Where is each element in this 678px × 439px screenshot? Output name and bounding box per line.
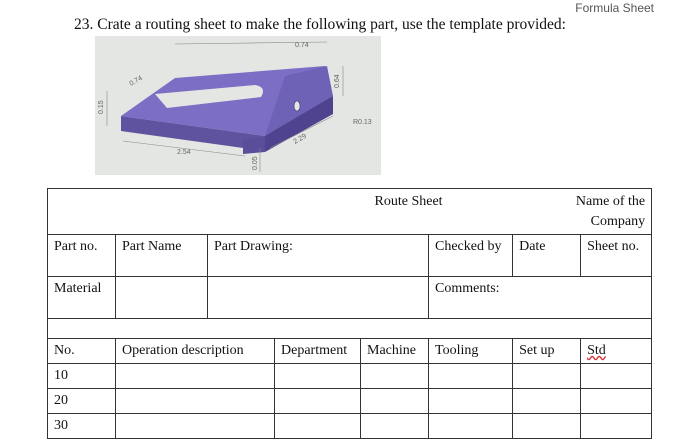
route-sheet-title: Route Sheet — [48, 189, 513, 235]
comments-label: Comments: — [429, 277, 652, 319]
col-std-header — [581, 339, 652, 364]
material-row — [48, 277, 652, 319]
question-text: 23. Crate a routing sheet to make the following part, use the template provided: — [74, 16, 566, 33]
row-no: 10 — [48, 364, 116, 389]
tooling-cell[interactable] — [429, 414, 513, 439]
part-no-label: Part no. — [48, 235, 116, 277]
col-no-header: No. — [48, 339, 116, 364]
dim-label-length: 2.54 — [177, 149, 191, 156]
setup-cell[interactable] — [513, 364, 581, 389]
operation-cell[interactable] — [116, 364, 275, 389]
dim-label-top: 0.74 — [295, 42, 309, 49]
col-department-header: Department — [275, 339, 361, 364]
operation-cell[interactable] — [116, 414, 275, 439]
spacer-row — [48, 319, 652, 339]
formula-sheet-link[interactable]: Formula Sheet — [575, 1, 654, 15]
spacer-cell — [48, 319, 652, 339]
dim-label-width: 2.29 — [292, 132, 308, 146]
col-setup-header: Set up — [513, 339, 581, 364]
setup-cell[interactable] — [513, 414, 581, 439]
operations-header-row — [48, 339, 652, 364]
material-value[interactable] — [116, 277, 208, 319]
department-cell[interactable] — [275, 389, 361, 414]
dim-label-angled: 0.74 — [128, 74, 144, 88]
part-info-row — [48, 235, 652, 277]
std-text: Std — [587, 343, 606, 358]
part-drawing-label: Part Drawing: — [208, 235, 429, 277]
sheet-no-label: Sheet no. — [581, 235, 652, 277]
std-cell[interactable] — [581, 414, 652, 439]
part-drawing-area[interactable] — [208, 277, 429, 319]
date-label: Date — [513, 235, 581, 277]
dim-label-left-height: 0.15 — [98, 100, 105, 114]
company-name-label: Name of the Company — [513, 189, 652, 235]
part-hole — [294, 101, 300, 111]
title-row — [48, 189, 652, 235]
setup-cell[interactable] — [513, 389, 581, 414]
machine-cell[interactable] — [361, 364, 429, 389]
part-drawing-svg — [95, 36, 381, 175]
tooling-cell[interactable] — [429, 389, 513, 414]
col-operation-header: Operation description — [116, 339, 275, 364]
std-cell[interactable] — [581, 364, 652, 389]
checked-by-label: Checked by — [429, 235, 513, 277]
dim-label-radius: R0.13 — [353, 119, 372, 126]
col-tooling-header: Tooling — [429, 339, 513, 364]
machine-cell[interactable] — [361, 389, 429, 414]
row-no: 20 — [48, 389, 116, 414]
table-row — [48, 414, 652, 439]
dim-label-right-height: 0.64 — [334, 74, 341, 88]
dim-label-bottom: 0.05 — [252, 156, 259, 170]
tooling-cell[interactable] — [429, 364, 513, 389]
table-row — [48, 389, 652, 414]
row-no: 30 — [48, 414, 116, 439]
material-label: Material — [48, 277, 116, 319]
table-row — [48, 364, 652, 389]
part-name-label: Part Name — [116, 235, 208, 277]
part-figure — [95, 36, 381, 175]
operation-cell[interactable] — [116, 389, 275, 414]
std-cell[interactable] — [581, 389, 652, 414]
department-cell[interactable] — [275, 364, 361, 389]
col-machine-header: Machine — [361, 339, 429, 364]
route-sheet-table — [47, 188, 652, 439]
machine-cell[interactable] — [361, 414, 429, 439]
department-cell[interactable] — [275, 414, 361, 439]
